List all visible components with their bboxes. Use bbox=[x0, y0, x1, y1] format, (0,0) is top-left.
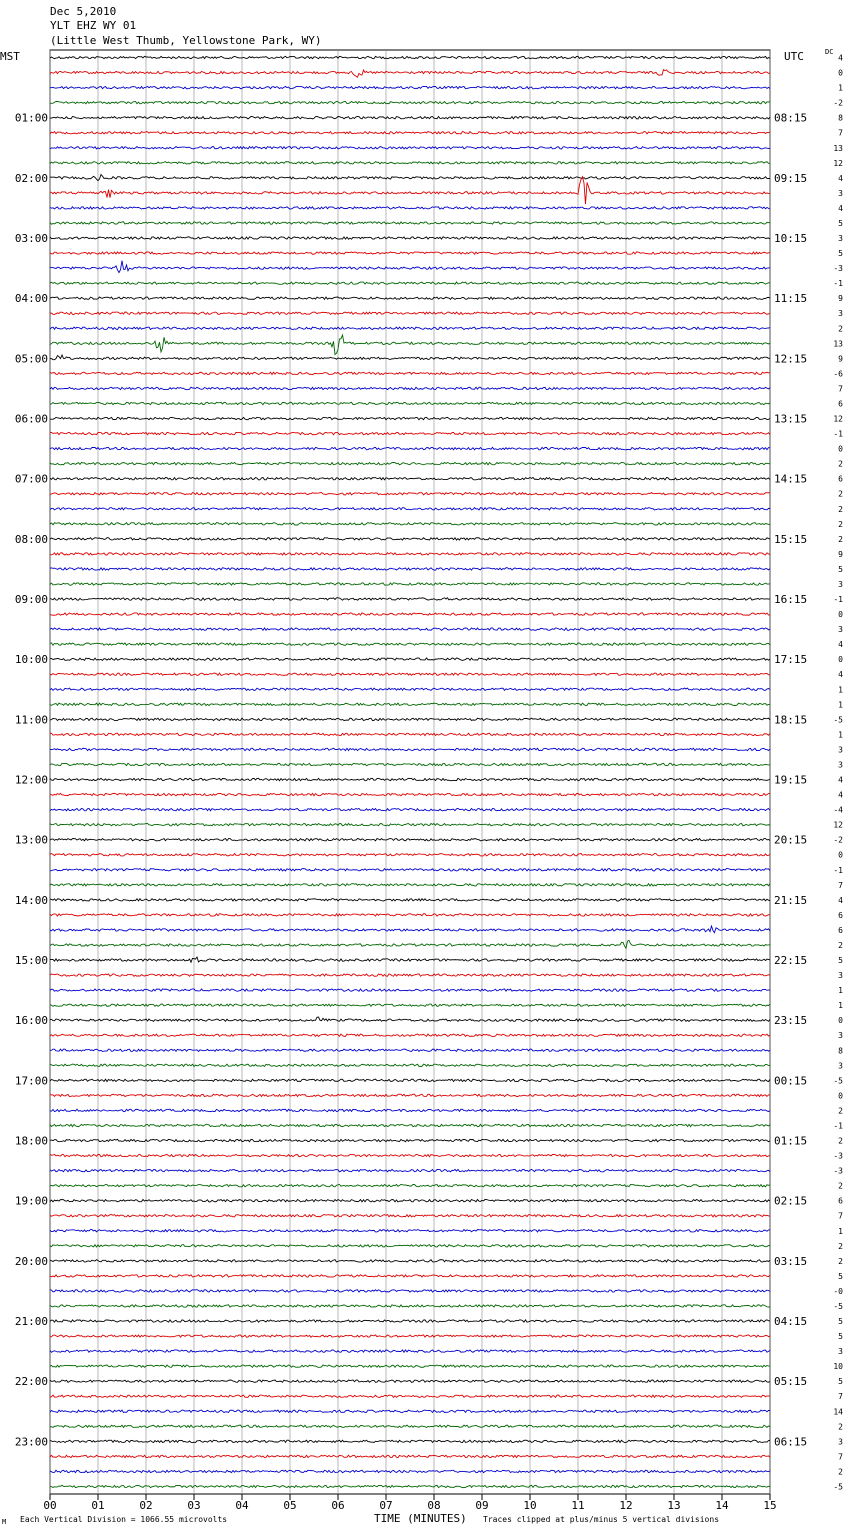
dc-offset-0: 4 bbox=[838, 53, 843, 63]
trace-5 bbox=[50, 132, 770, 134]
trace-16 bbox=[50, 297, 770, 299]
dc-offset-89: 7 bbox=[838, 1392, 843, 1402]
x-tick-label-09: 09 bbox=[475, 1499, 489, 1512]
dc-offset-91: 2 bbox=[838, 1422, 843, 1432]
dc-offset-11: 5 bbox=[838, 218, 843, 228]
left-hour-label-4: 05:00 bbox=[14, 352, 48, 366]
dc-offset-17: 3 bbox=[838, 309, 843, 319]
trace-57 bbox=[50, 914, 770, 916]
dc-offset-28: 6 bbox=[838, 474, 843, 484]
dc-offset-30: 2 bbox=[838, 504, 843, 514]
dc-offset-83: -5 bbox=[833, 1301, 843, 1311]
right-hour-label-14: 22:15 bbox=[774, 954, 808, 968]
dc-offset-60: 5 bbox=[838, 956, 843, 966]
trace-8 bbox=[50, 174, 770, 180]
dc-offset-48: 4 bbox=[838, 775, 843, 785]
right-hour-label-4: 12:15 bbox=[774, 352, 808, 366]
dc-offset-24: 12 bbox=[833, 414, 843, 424]
x-tick-label-08: 08 bbox=[427, 1499, 441, 1512]
dc-offset-15: -1 bbox=[833, 279, 843, 289]
trace-4 bbox=[50, 116, 770, 118]
trace-52 bbox=[50, 839, 770, 841]
x-tick-label-14: 14 bbox=[715, 1499, 729, 1512]
dc-offset-76: 6 bbox=[838, 1196, 843, 1206]
right-hour-label-20: 04:15 bbox=[774, 1315, 808, 1329]
dc-offset-81: 5 bbox=[838, 1271, 843, 1281]
trace-87 bbox=[50, 1365, 770, 1367]
trace-41 bbox=[50, 673, 770, 675]
dc-offset-2: 1 bbox=[838, 83, 843, 93]
trace-80 bbox=[50, 1260, 770, 1262]
trace-0 bbox=[50, 56, 770, 58]
dc-offset-86: 3 bbox=[838, 1347, 843, 1357]
dc-offset-45: 1 bbox=[838, 730, 843, 740]
x-tick-label-02: 02 bbox=[139, 1499, 153, 1512]
dc-offset-59: 2 bbox=[838, 940, 843, 950]
trace-60 bbox=[50, 957, 770, 962]
left-hour-label-21: 22:00 bbox=[14, 1375, 48, 1389]
left-hour-label-13: 14:00 bbox=[14, 893, 48, 907]
right-hour-label-21: 05:15 bbox=[774, 1375, 808, 1389]
trace-23 bbox=[50, 402, 770, 404]
dc-offset-4: 8 bbox=[838, 113, 843, 123]
right-hour-label-6: 14:15 bbox=[774, 472, 808, 486]
dc-offset-41: 4 bbox=[838, 670, 843, 680]
left-hour-label-6: 07:00 bbox=[14, 472, 48, 486]
dc-offset-78: 1 bbox=[838, 1226, 843, 1236]
left-timezone-label: MST bbox=[0, 50, 20, 63]
trace-32 bbox=[50, 538, 770, 540]
dc-offset-95: -5 bbox=[833, 1482, 843, 1492]
left-hour-label-22: 23:00 bbox=[14, 1435, 48, 1449]
trace-65 bbox=[50, 1034, 770, 1036]
dc-offset-43: 1 bbox=[838, 700, 843, 710]
trace-56 bbox=[50, 899, 770, 901]
x-tick-label-05: 05 bbox=[283, 1499, 297, 1512]
x-tick-label-03: 03 bbox=[187, 1499, 201, 1512]
right-hour-label-15: 23:15 bbox=[774, 1014, 808, 1028]
trace-47 bbox=[50, 763, 770, 765]
trace-19 bbox=[50, 335, 770, 354]
dc-offset-52: -2 bbox=[833, 835, 843, 845]
x-tick-label-01: 01 bbox=[91, 1499, 105, 1512]
trace-88 bbox=[50, 1380, 770, 1382]
dc-offset-12: 3 bbox=[838, 234, 843, 244]
station-code: YLT EHZ WY 01 bbox=[50, 19, 137, 32]
right-hour-label-0: 08:15 bbox=[774, 111, 808, 125]
trace-81 bbox=[50, 1275, 770, 1277]
dc-offset-55: 7 bbox=[838, 880, 843, 890]
trace-53 bbox=[50, 854, 770, 856]
left-hour-label-14: 15:00 bbox=[14, 954, 48, 968]
dc-offset-62: 1 bbox=[838, 986, 843, 996]
trace-36 bbox=[50, 598, 770, 600]
trace-63 bbox=[50, 1004, 770, 1006]
dc-offset-70: 2 bbox=[838, 1106, 843, 1116]
dc-offset-3: -2 bbox=[833, 98, 843, 108]
left-hour-label-18: 19:00 bbox=[14, 1194, 48, 1208]
trace-1 bbox=[50, 70, 770, 78]
dc-offset-85: 5 bbox=[838, 1332, 843, 1342]
trace-64 bbox=[50, 1017, 770, 1021]
left-hour-label-12: 13:00 bbox=[14, 833, 48, 847]
dc-offset-82: -0 bbox=[833, 1286, 843, 1296]
trace-33 bbox=[50, 553, 770, 555]
dc-offset-51: 12 bbox=[833, 820, 843, 830]
trace-6 bbox=[50, 147, 770, 149]
trace-55 bbox=[50, 884, 770, 886]
trace-82 bbox=[50, 1290, 770, 1292]
left-hour-label-20: 21:00 bbox=[14, 1315, 48, 1329]
x-tick-label-13: 13 bbox=[667, 1499, 681, 1512]
trace-17 bbox=[50, 312, 770, 314]
trace-3 bbox=[50, 101, 770, 103]
trace-84 bbox=[50, 1320, 770, 1322]
left-hour-label-11: 12:00 bbox=[14, 773, 48, 787]
left-hour-label-8: 09:00 bbox=[14, 593, 48, 607]
dc-offset-54: -1 bbox=[833, 865, 843, 875]
trace-51 bbox=[50, 823, 770, 825]
trace-37 bbox=[50, 613, 770, 615]
trace-28 bbox=[50, 477, 770, 479]
clip-note: Traces clipped at plus/minus 5 vertical divisions bbox=[483, 1515, 720, 1524]
dc-offset-39: 4 bbox=[838, 640, 843, 650]
trace-77 bbox=[50, 1215, 770, 1217]
right-hour-label-18: 02:15 bbox=[774, 1194, 808, 1208]
trace-85 bbox=[50, 1335, 770, 1337]
trace-58 bbox=[50, 926, 770, 933]
right-hour-label-2: 10:15 bbox=[774, 232, 808, 246]
left-hour-label-16: 17:00 bbox=[14, 1074, 48, 1088]
dc-offset-1: 0 bbox=[838, 68, 843, 78]
trace-43 bbox=[50, 703, 770, 705]
trace-11 bbox=[50, 222, 770, 224]
dc-offset-84: 5 bbox=[838, 1317, 843, 1327]
dc-offset-90: 14 bbox=[833, 1407, 843, 1417]
trace-86 bbox=[50, 1350, 770, 1352]
dc-offset-16: 9 bbox=[838, 294, 843, 304]
dc-offset-65: 3 bbox=[838, 1031, 843, 1041]
dc-offset-7: 12 bbox=[833, 158, 843, 168]
dc-offset-66: 8 bbox=[838, 1046, 843, 1056]
trace-12 bbox=[50, 237, 770, 239]
trace-40 bbox=[50, 658, 770, 660]
dc-offset-20: 9 bbox=[838, 354, 843, 364]
dc-offset-34: 5 bbox=[838, 564, 843, 574]
dc-offset-57: 6 bbox=[838, 910, 843, 920]
dc-offset-33: 9 bbox=[838, 549, 843, 559]
dc-offset-18: 2 bbox=[838, 324, 843, 334]
trace-94 bbox=[50, 1470, 770, 1472]
trace-62 bbox=[50, 989, 770, 991]
dc-offset-37: 0 bbox=[838, 610, 843, 620]
trace-34 bbox=[50, 568, 770, 570]
trace-21 bbox=[50, 372, 770, 374]
trace-44 bbox=[50, 718, 770, 720]
x-tick-label-06: 06 bbox=[331, 1499, 345, 1512]
right-hour-label-16: 00:15 bbox=[774, 1074, 808, 1088]
right-hour-label-12: 20:15 bbox=[774, 833, 808, 847]
dc-offset-32: 2 bbox=[838, 534, 843, 544]
right-hour-label-7: 15:15 bbox=[774, 532, 808, 546]
trace-18 bbox=[50, 327, 770, 329]
dc-offset-26: 0 bbox=[838, 444, 843, 454]
dc-offset-64: 0 bbox=[838, 1016, 843, 1026]
trace-46 bbox=[50, 748, 770, 750]
corner-mark: M bbox=[2, 1518, 7, 1526]
x-tick-label-07: 07 bbox=[379, 1499, 393, 1512]
dc-offset-23: 6 bbox=[838, 399, 843, 409]
trace-54 bbox=[50, 869, 770, 871]
trace-50 bbox=[50, 808, 770, 810]
right-hour-label-13: 21:15 bbox=[774, 893, 808, 907]
trace-79 bbox=[50, 1245, 770, 1247]
trace-90 bbox=[50, 1410, 770, 1412]
left-hour-label-17: 18:00 bbox=[14, 1134, 48, 1148]
dc-offset-77: 7 bbox=[838, 1211, 843, 1221]
dc-offset-27: 2 bbox=[838, 459, 843, 469]
dc-offset-74: -3 bbox=[833, 1166, 843, 1176]
right-hour-label-10: 18:15 bbox=[774, 713, 808, 727]
dc-offset-61: 3 bbox=[838, 971, 843, 981]
right-hour-label-3: 11:15 bbox=[774, 292, 808, 306]
dc-offset-71: -1 bbox=[833, 1121, 843, 1131]
dc-offset-92: 3 bbox=[838, 1437, 843, 1447]
dc-offset-19: 13 bbox=[833, 339, 843, 349]
trace-74 bbox=[50, 1169, 770, 1171]
dc-offset-73: -3 bbox=[833, 1151, 843, 1161]
trace-30 bbox=[50, 508, 770, 510]
trace-14 bbox=[50, 261, 770, 273]
trace-26 bbox=[50, 447, 770, 449]
dc-offset-56: 4 bbox=[838, 895, 843, 905]
right-hour-label-1: 09:15 bbox=[774, 171, 808, 185]
trace-75 bbox=[50, 1184, 770, 1186]
left-hour-label-9: 10:00 bbox=[14, 653, 48, 667]
trace-89 bbox=[50, 1395, 770, 1397]
right-hour-label-9: 17:15 bbox=[774, 653, 808, 667]
dc-offset-6: 13 bbox=[833, 143, 843, 153]
trace-10 bbox=[50, 207, 770, 209]
dc-offset-5: 7 bbox=[838, 128, 843, 138]
trace-78 bbox=[50, 1230, 770, 1232]
trace-24 bbox=[50, 417, 770, 419]
trace-42 bbox=[50, 688, 770, 690]
dc-offset-53: 0 bbox=[838, 850, 843, 860]
trace-38 bbox=[50, 628, 770, 630]
trace-31 bbox=[50, 523, 770, 525]
left-hour-label-5: 06:00 bbox=[14, 412, 48, 426]
station-location: (Little West Thumb, Yellowstone Park, WY) bbox=[50, 34, 322, 47]
dc-offset-94: 2 bbox=[838, 1467, 843, 1477]
dc-offset-14: -3 bbox=[833, 264, 843, 274]
dc-offset-47: 3 bbox=[838, 760, 843, 770]
dc-offset-21: -6 bbox=[833, 369, 843, 379]
dc-offset-10: 4 bbox=[838, 203, 843, 213]
dc-offset-36: -1 bbox=[833, 595, 843, 605]
trace-72 bbox=[50, 1139, 770, 1141]
x-tick-label-00: 00 bbox=[43, 1499, 57, 1512]
x-tick-label-15: 15 bbox=[763, 1499, 777, 1512]
left-hour-label-1: 02:00 bbox=[14, 171, 48, 185]
x-tick-label-04: 04 bbox=[235, 1499, 249, 1512]
left-hour-label-19: 20:00 bbox=[14, 1254, 48, 1268]
left-hour-label-3: 04:00 bbox=[14, 292, 48, 306]
trace-70 bbox=[50, 1109, 770, 1111]
dc-offset-8: 4 bbox=[838, 173, 843, 183]
trace-69 bbox=[50, 1094, 770, 1096]
right-hour-label-8: 16:15 bbox=[774, 593, 808, 607]
left-hour-label-10: 11:00 bbox=[14, 713, 48, 727]
trace-39 bbox=[50, 643, 770, 645]
dc-offset-72: 2 bbox=[838, 1136, 843, 1146]
plot-date: Dec 5,2010 bbox=[50, 5, 117, 18]
dc-offset-25: -1 bbox=[833, 429, 843, 439]
trace-7 bbox=[50, 162, 770, 164]
trace-68 bbox=[50, 1079, 770, 1081]
dc-offset-49: 4 bbox=[838, 790, 843, 800]
dc-offset-79: 2 bbox=[838, 1241, 843, 1251]
dc-offset-63: 1 bbox=[838, 1001, 843, 1011]
x-tick-label-10: 10 bbox=[523, 1499, 537, 1512]
trace-67 bbox=[50, 1064, 770, 1066]
dc-offset-68: -5 bbox=[833, 1076, 843, 1086]
dc-offset-67: 3 bbox=[838, 1061, 843, 1071]
trace-2 bbox=[50, 86, 770, 88]
trace-15 bbox=[50, 282, 770, 284]
trace-92 bbox=[50, 1440, 770, 1442]
dc-offset-31: 2 bbox=[838, 519, 843, 529]
left-hour-label-0: 01:00 bbox=[14, 111, 48, 125]
trace-22 bbox=[50, 387, 770, 389]
dc-offset-44: -5 bbox=[833, 715, 843, 725]
dc-offset-9: 3 bbox=[838, 188, 843, 198]
dc-offset-58: 6 bbox=[838, 925, 843, 935]
dc-offset-13: 5 bbox=[838, 249, 843, 259]
trace-93 bbox=[50, 1455, 770, 1457]
trace-73 bbox=[50, 1154, 770, 1156]
x-tick-label-11: 11 bbox=[571, 1499, 585, 1512]
left-hour-label-7: 08:00 bbox=[14, 532, 48, 546]
trace-49 bbox=[50, 793, 770, 795]
trace-13 bbox=[50, 252, 770, 254]
trace-48 bbox=[50, 778, 770, 780]
right-hour-label-22: 06:15 bbox=[774, 1435, 808, 1449]
plot-frame bbox=[50, 50, 770, 1494]
trace-29 bbox=[50, 493, 770, 495]
dc-offset-88: 5 bbox=[838, 1377, 843, 1387]
dc-offset-50: -4 bbox=[833, 805, 843, 815]
dc-offset-80: 2 bbox=[838, 1256, 843, 1266]
right-hour-label-17: 01:15 bbox=[774, 1134, 808, 1148]
dc-offset-22: 7 bbox=[838, 384, 843, 394]
x-tick-label-12: 12 bbox=[619, 1499, 633, 1512]
left-hour-label-2: 03:00 bbox=[14, 232, 48, 246]
dc-offset-40: 0 bbox=[838, 655, 843, 665]
trace-35 bbox=[50, 583, 770, 585]
trace-61 bbox=[50, 974, 770, 976]
right-hour-label-19: 03:15 bbox=[774, 1254, 808, 1268]
trace-25 bbox=[50, 432, 770, 434]
trace-20 bbox=[50, 355, 770, 360]
right-hour-label-5: 13:15 bbox=[774, 412, 808, 426]
dc-offset-header: DC bbox=[825, 48, 834, 56]
dc-offset-93: 7 bbox=[838, 1452, 843, 1462]
trace-83 bbox=[50, 1305, 770, 1307]
right-hour-label-11: 19:15 bbox=[774, 773, 808, 787]
trace-91 bbox=[50, 1425, 770, 1427]
trace-27 bbox=[50, 462, 770, 464]
trace-71 bbox=[50, 1124, 770, 1126]
dc-offset-38: 3 bbox=[838, 625, 843, 635]
trace-9 bbox=[50, 177, 770, 204]
dc-offset-42: 1 bbox=[838, 685, 843, 695]
trace-76 bbox=[50, 1200, 770, 1202]
right-timezone-label: UTC bbox=[784, 50, 804, 63]
trace-45 bbox=[50, 733, 770, 735]
dc-offset-29: 2 bbox=[838, 489, 843, 499]
x-axis-label: TIME (MINUTES) bbox=[374, 1512, 467, 1525]
dc-offset-35: 3 bbox=[838, 579, 843, 589]
dc-offset-87: 10 bbox=[833, 1362, 843, 1372]
vertical-scale-note: Each Vertical Division = 1066.55 microvolts bbox=[20, 1515, 228, 1524]
left-hour-label-15: 16:00 bbox=[14, 1014, 48, 1028]
dc-offset-46: 3 bbox=[838, 745, 843, 755]
dc-offset-75: 2 bbox=[838, 1181, 843, 1191]
trace-95 bbox=[50, 1485, 770, 1487]
trace-66 bbox=[50, 1049, 770, 1051]
trace-59 bbox=[50, 940, 770, 948]
dc-offset-69: 0 bbox=[838, 1091, 843, 1101]
